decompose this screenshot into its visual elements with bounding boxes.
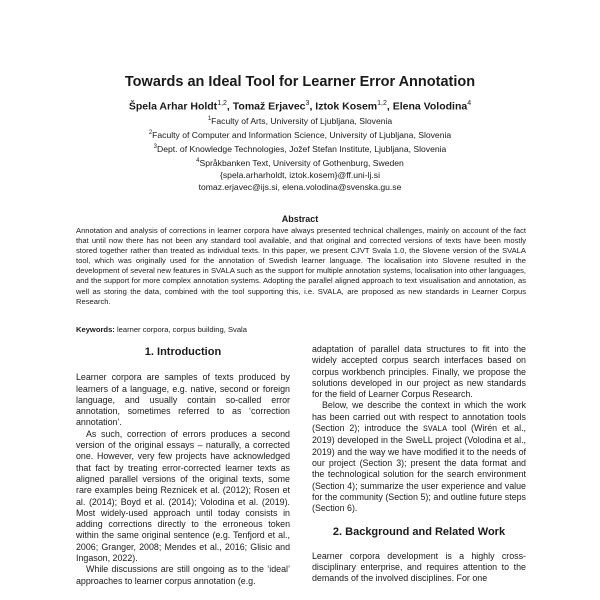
email-line: tomaz.erjavec@ijs.si, elena.volodina@svenska.gu.se <box>198 182 402 193</box>
author-sup: 4 <box>467 100 472 107</box>
author-name: Špela Arhar Holdt <box>128 100 218 113</box>
left-column <box>76 344 290 587</box>
affiliation: $^3$Dept. of Knowledge Technologies, Jožef Stefan Institute, Ljubljana, Slovenia <box>153 143 447 154</box>
email-line: {spela.arharholdt, iztok.kosem}@ff.uni-lj.si <box>220 170 380 181</box>
paragraph: Learner corpora development is a highly cross-disciplinary enterprise, and requires attention to the demands of the involved disciplines. For one <box>312 550 526 584</box>
right-column <box>312 344 526 585</box>
affiliations <box>0 113 600 194</box>
author-sup: 3 <box>305 100 310 107</box>
paragraph: adaptation of parallel data structures to fit into the widely accepted corpus search interfaces based on corpus workbench principles. Finally, we propose the solutions developed in our project as new standards for the field of Learner Corpus Research. <box>312 344 526 400</box>
affiliation: $^1$Faculty of Arts, University of Ljubljana, Slovenia <box>207 115 393 126</box>
abstract-heading: Abstract <box>281 214 319 224</box>
paragraph: While discussions are still ongoing as to the ‘ideal’ approaches to learner corpus annotation (e.g. <box>76 564 290 586</box>
author-name: Tomaž Erjavec <box>232 100 306 113</box>
paragraph: Learner corpora are samples of texts produced by learners of a language, e.g. native, second or foreign language, and usually contain so-called error annotation, sometimes referred to as ‘correction annotation’. <box>76 372 290 428</box>
keywords-label: Keywords: <box>76 325 115 334</box>
author-list: Špela Arhar Holdt$^{1,2}$, Tomaž Erjavec$^3$, Iztok Kosem$^{1,2}$, Elena Volodina$^4$ <box>128 100 472 113</box>
affiliation: $^2$Faculty of Computer and Information Science, University of Ljubljana, Slovenia <box>148 129 452 140</box>
paper-title: Towards an Ideal Tool for Learner Error Annotation <box>124 74 476 90</box>
affiliation: $^4$Språkbanken Text, University of Gothenburg, Sweden <box>196 158 404 169</box>
tool-name: SVALA <box>423 425 448 435</box>
author-name: Iztok Kosem <box>315 100 378 113</box>
author-sup: 1,2 <box>377 100 387 107</box>
abstract-text: Annotation and analysis of corrections in learner corpora have always presented technical challenges, mainly on account of the fact that until now there has not been any standard tool available, and that original and corrected versions of texts have been mostly stored together rather than treated as individual texts. In this paper, we present CJVT Svala 1.0, the Slovene version of the SVALA tool, which was originally used for the annotation of Swedish learner language. The localisation into Slovene resulted in the development of several new features in SVALA such as the support for multiple annotation systems, localisation into other languages, and the support for more complex annotation systems. Adopting the parallel aligned approach to text visualisation and annotation, as well as storing the data, combined with the tool supporting this, i.e. SVALA, are proposed as new standards in Learner Corpus Research. <box>76 226 526 306</box>
paragraph: As such, correction of errors produces a second version of the original essays – naturally, a corrected one. However, very few projects have acknowledged that fact by treating error-corrected learner texts as aligned parallel versions of the original texts, some rare examples being Reznicek et al. (2012); Rosen et al. (2014); Boyd et al. (2014); Volodina et al. (2019). Most widely-used approach until today consists in adding corrections directly to the erroneous token within the same original sentence (e.g. Tenfjord et al., 2006; Granger, 2008; Mendes et al., 2016; Glisic and Ingason, 2022). <box>76 428 290 564</box>
paragraph: Below, we describe the context in which the work has been carried out with respect to annotation tools (Section 2); introduce the SVALA tool (Wirén et al., 2019) developed in the SweLL project (Volodina et al., 2019) and the way we have modified it to the needs of our project (Section 3); present the data format and the technological solution for the search environment (Section 4); summarize the user experience and value for the community (Section 5); and outline future steps (Section 6). <box>312 400 526 514</box>
author-sup: 1,2 <box>217 100 227 107</box>
author-name: Elena Volodina <box>392 100 468 113</box>
keywords-text: learner corpora, corpus building, Svala <box>116 325 247 334</box>
keywords <box>76 325 526 334</box>
section-heading: 1. Introduction <box>144 346 222 358</box>
section-heading: 2. Background and Related Work <box>332 526 506 539</box>
